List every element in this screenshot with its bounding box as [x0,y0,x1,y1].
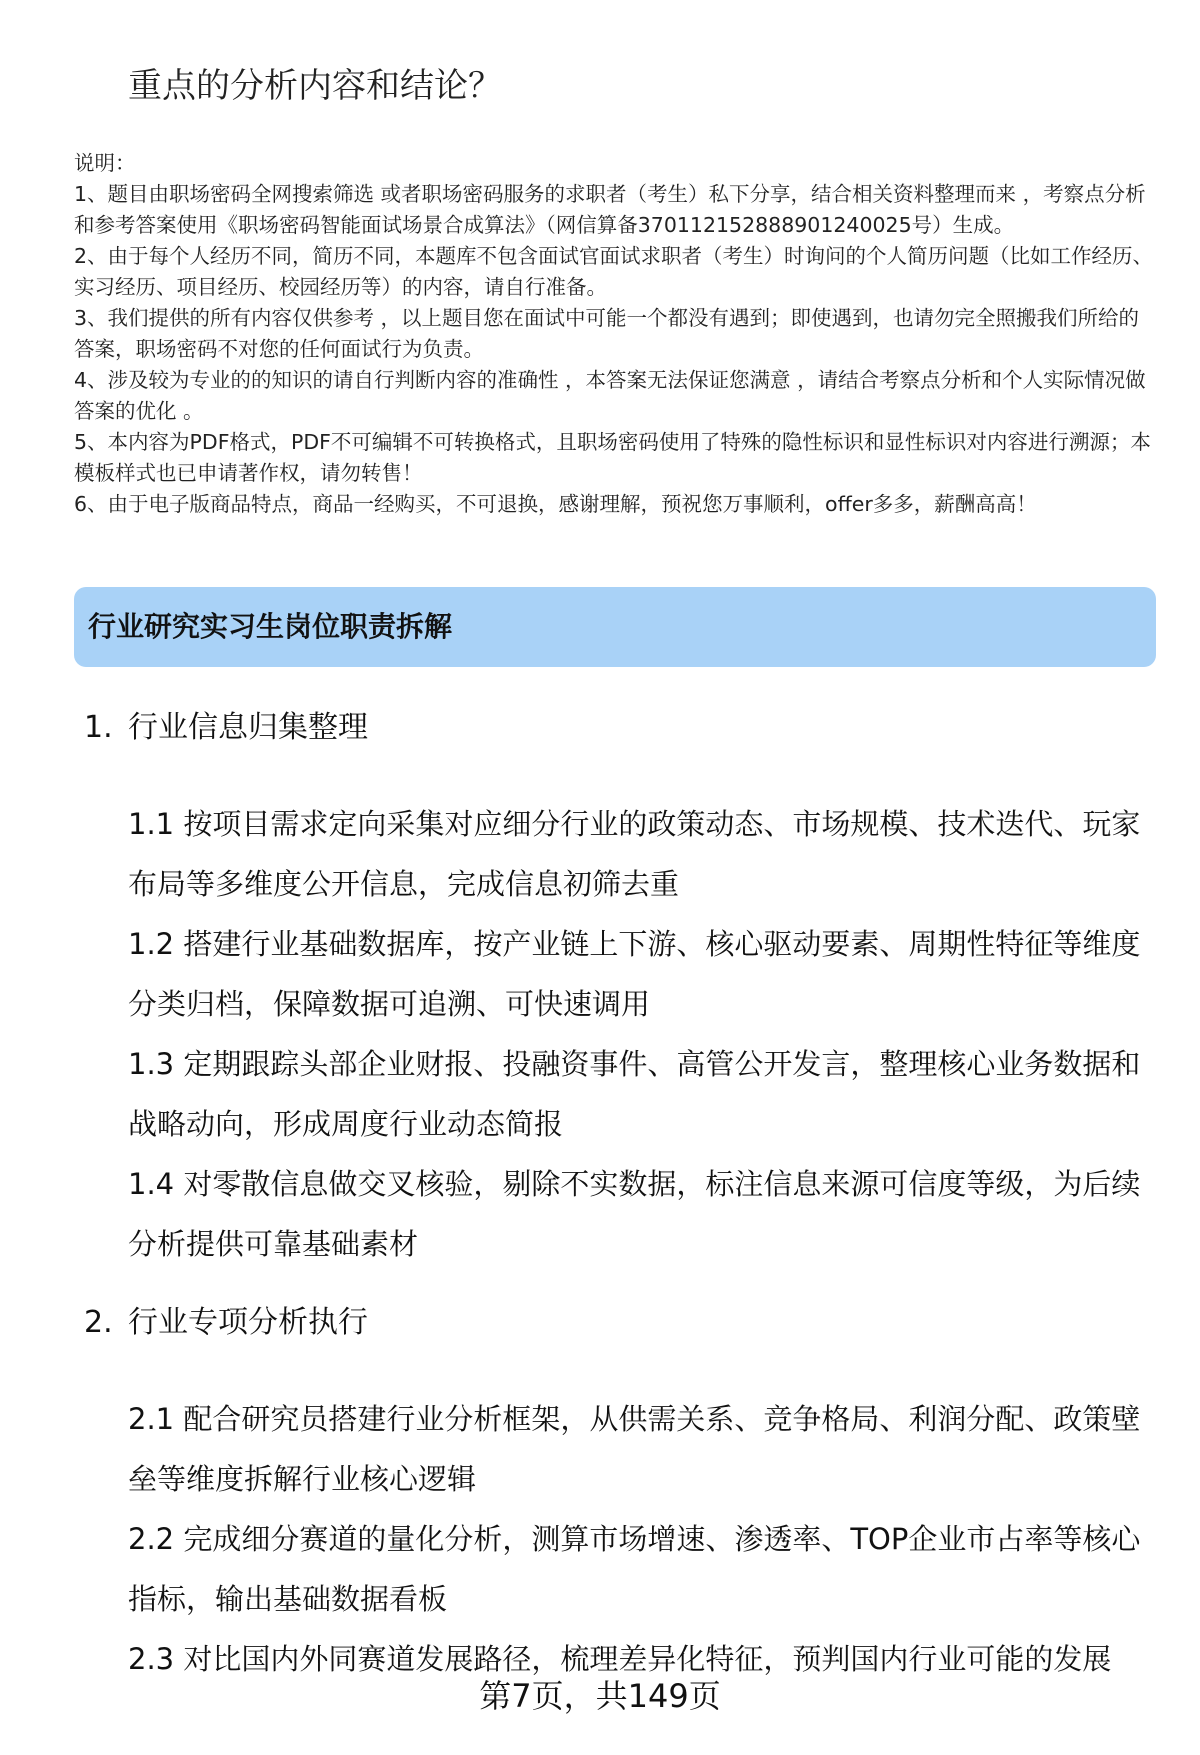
responsibility-group-1 [84,708,1146,1274]
group-number: 1. [84,710,113,745]
group-items [128,1389,1146,1689]
section-title: 行业研究实习生岗位职责拆解 [88,610,453,643]
responsibility-item: 2.2 完成细分赛道的量化分析，测算市场增速、渗透率、TOP企业市占率等核心指标，输出基础数据看板 [128,1522,1141,1616]
group-number: 2. [84,1305,113,1340]
note-item: 4、涉及较为专业的的知识的请自行判断内容的准确性 ，本答案无法保证您满意 ，请结合考察点分析和个人实际情况做答案的优化 。 [74,368,1146,423]
heading-continuation: 重点的分析内容和结论？ [128,66,502,106]
responsibility-item: 2.3 对比国内外同赛道发展路径，梳理差异化特征，预判国内行业可能的发展 [128,1642,1112,1676]
notes-block [74,148,1156,520]
responsibility-item: 1.1 按项目需求定向采集对应细分行业的政策动态、市场规模、技术迭代、玩家布局等多维度公开信息，完成信息初筛去重 [128,807,1141,901]
responsibility-item: 2.1 配合研究员搭建行业分析框架，从供需关系、竞争格局、利润分配、政策壁垒等维度拆解行业核心逻辑 [128,1402,1141,1496]
group-title-text: 行业专项分析执行 [128,1305,368,1340]
note-item: 1、题目由职场密码全网搜索筛选 或者职场密码服务的求职者（考生）私下分享，结合相关资料整理而来 ，考察点分析和参考答案使用《职场密码智能面试场景合成算法》（网信算备370112152888901240025号）生成。 [74,182,1146,237]
group-title-text: 行业信息归集整理 [128,710,368,745]
note-item: 5、本内容为PDF格式，PDF不可编辑不可转换格式，且职场密码使用了特殊的隐性标识和显性标识对内容进行溯源；本模板样式也已申请著作权，请勿转售！ [74,430,1151,485]
group-items [128,794,1146,1274]
responsibility-item: 1.4 对零散信息做交叉核验，剔除不实数据，标注信息来源可信度等级，为后续分析提供可靠基础素材 [128,1167,1141,1261]
group-title [84,708,1146,748]
section-header-bar [74,587,1156,667]
group-title [84,1303,1146,1343]
responsibility-group-2 [84,1303,1146,1689]
note-item: 6、由于电子版商品特点，商品一经购买，不可退换，感谢理解，预祝您万事顺利，offer多多，薪酬高高！ [74,492,1037,516]
responsibility-item: 1.2 搭建行业基础数据库，按产业链上下游、核心驱动要素、周期性特征等维度分类归档，保障数据可追溯、可快速调用 [128,927,1141,1021]
note-item: 2、由于每个人经历不同，简历不同，本题库不包含面试官面试求职者（考生）时询问的个人简历问题（比如工作经历、实习经历、项目经历、校园经历等）的内容，请自行准备。 [74,244,1154,299]
responsibility-item: 1.3 定期跟踪头部企业财报、投融资事件、高管公开发言，整理核心业务数据和战略动向，形成周度行业动态简报 [128,1047,1141,1141]
page-footer: 第7页，共149页 [479,1677,721,1715]
note-item: 3、我们提供的所有内容仅供参考 ，以上题目您在面试中可能一个都没有遇到；即使遇到，也请勿完全照搬我们所给的答案，职场密码不对您的任何面试行为负责。 [74,306,1140,361]
notes-title: 说明： [74,151,136,175]
